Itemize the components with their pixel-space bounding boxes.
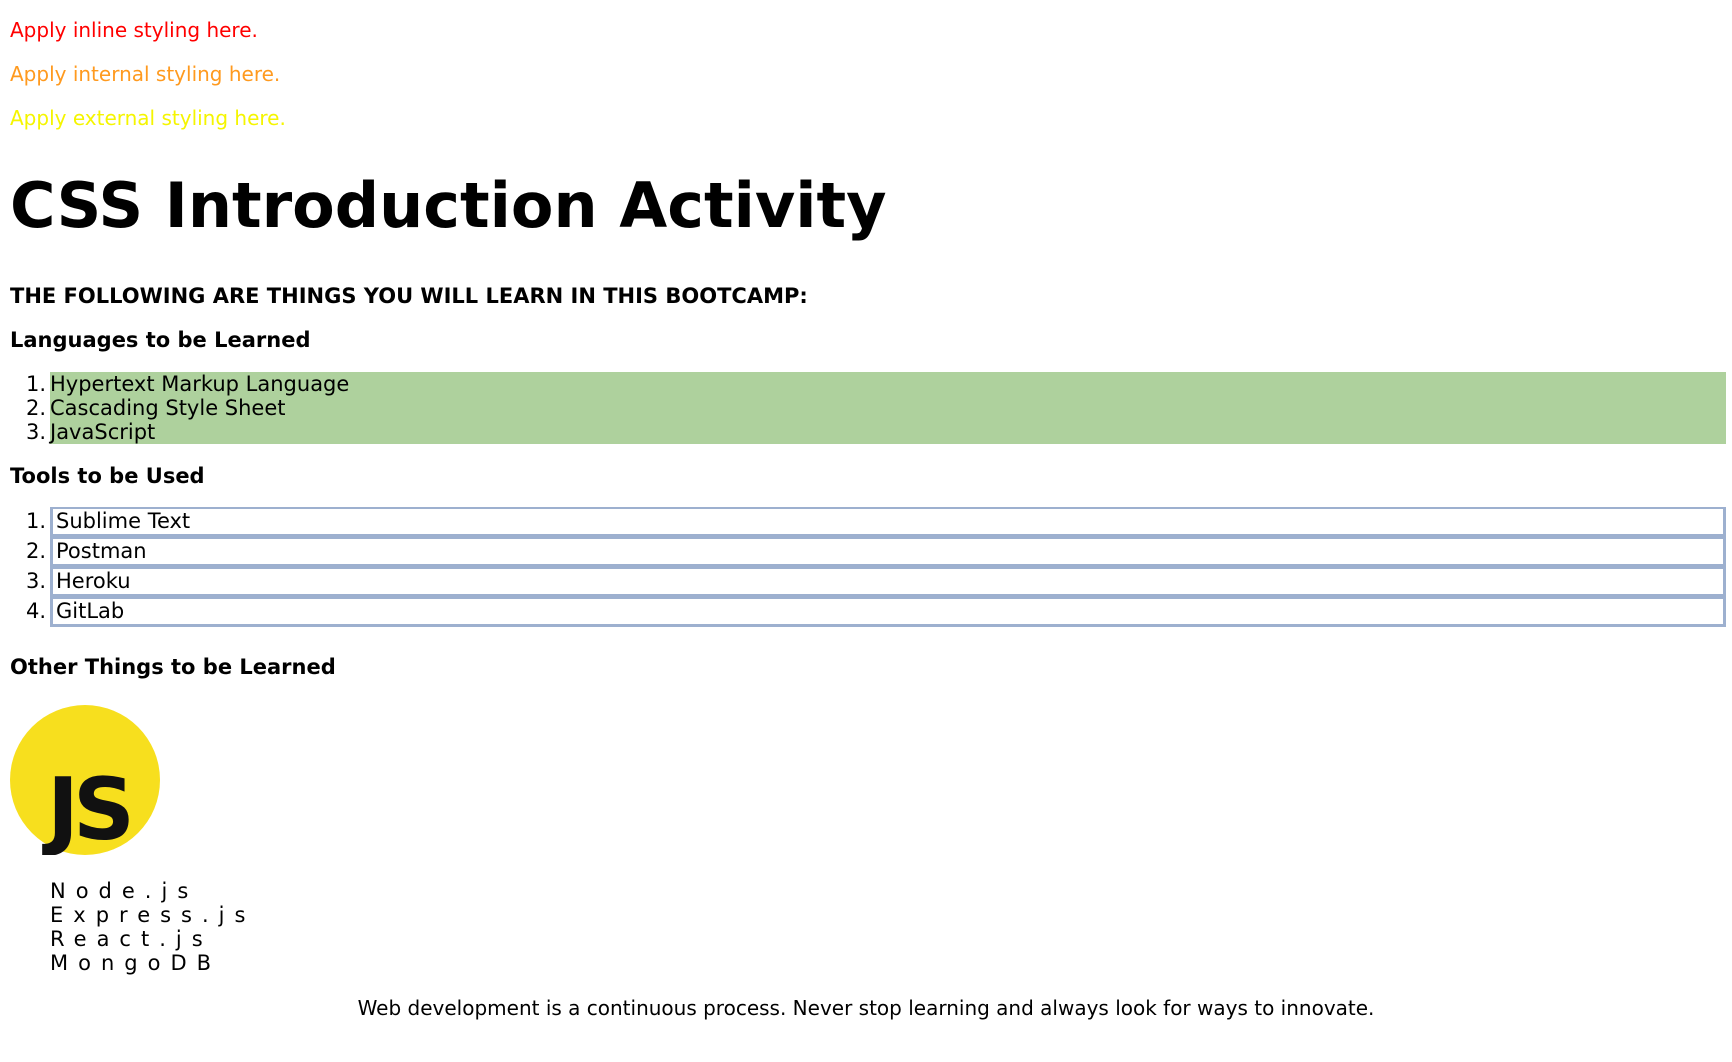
list-item-number: 1.: [25, 509, 46, 533]
list-item-label: GitLab: [56, 599, 125, 623]
list-item: [25, 537, 1726, 567]
list-item-number: 2.: [25, 539, 46, 563]
list-item: [25, 597, 1726, 627]
bootcamp-heading: THE FOLLOWING ARE THINGS YOU WILL LEARN IN THIS BOOTCAMP:: [10, 284, 808, 308]
languages-list: [25, 372, 1726, 444]
list-item: Node.js: [50, 879, 199, 903]
list-item: [25, 507, 1726, 537]
list-item: [25, 567, 1726, 597]
list-item-number: 3.: [25, 569, 46, 593]
external-styling-text: Apply external styling here.: [10, 106, 286, 130]
languages-heading: Languages to be Learned: [10, 328, 311, 352]
other-things-list: [50, 879, 255, 975]
other-things-heading: Other Things to be Learned: [10, 655, 336, 679]
list-item: [25, 420, 1726, 444]
list-item: MongoDB: [50, 951, 222, 975]
list-item: [25, 372, 1726, 396]
page-title: CSS Introduction Activity: [10, 169, 887, 242]
footer-text: Web development is a continuous process. Never stop learning and always look for ways to innovate.: [357, 996, 1375, 1020]
internal-styling-text: Apply internal styling here.: [10, 62, 281, 86]
list-item: [25, 396, 1726, 420]
list-item: React.js: [50, 927, 213, 951]
list-item-label: JavaScript: [50, 420, 156, 444]
list-item-number: 2.: [25, 396, 46, 420]
list-item-number: 3.: [25, 420, 46, 444]
list-item: Express.js: [50, 903, 256, 927]
inline-styling-text: Apply inline styling here.: [10, 18, 258, 42]
list-item-label: Heroku: [56, 569, 131, 593]
list-item-label: Postman: [56, 539, 147, 563]
list-item-number: 1.: [25, 372, 46, 396]
tools-heading: Tools to be Used: [10, 464, 205, 488]
list-item-number: 4.: [25, 599, 46, 623]
tools-list: [25, 507, 1726, 627]
list-item-label: Cascading Style Sheet: [50, 396, 286, 420]
javascript-logo-text: JS: [47, 760, 129, 855]
javascript-logo-icon: [10, 705, 160, 855]
list-item-label: Hypertext Markup Language: [50, 372, 350, 396]
list-item-label: Sublime Text: [56, 509, 191, 533]
